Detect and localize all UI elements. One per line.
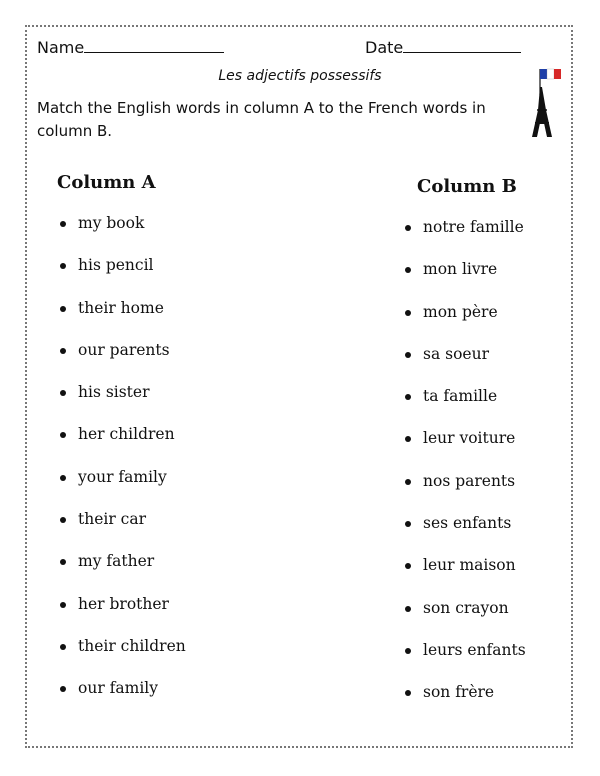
list-item: our family xyxy=(60,678,186,720)
list-item: her brother xyxy=(60,594,186,636)
column-a-list xyxy=(60,213,186,721)
list-item: nos parents xyxy=(405,471,526,513)
bullet-icon xyxy=(405,690,411,696)
list-item: their car xyxy=(60,509,186,551)
list-item: son crayon xyxy=(405,598,526,640)
bullet-icon xyxy=(60,221,66,227)
list-item: her children xyxy=(60,424,186,466)
list-item: ses enfants xyxy=(405,513,526,555)
bullet-icon xyxy=(60,348,66,354)
bullet-icon xyxy=(405,267,411,273)
bullet-icon xyxy=(405,225,411,231)
bullet-icon xyxy=(405,352,411,358)
list-item: our parents xyxy=(60,340,186,382)
list-item: leur maison xyxy=(405,555,526,597)
list-item: my father xyxy=(60,551,186,593)
list-item: his sister xyxy=(60,382,186,424)
list-item: notre famille xyxy=(405,217,526,259)
name-field xyxy=(37,38,224,57)
list-item: mon père xyxy=(405,302,526,344)
list-item: sa soeur xyxy=(405,344,526,386)
bullet-icon xyxy=(405,648,411,654)
bullet-icon xyxy=(60,686,66,692)
list-item: ta famille xyxy=(405,386,526,428)
bullet-icon xyxy=(405,436,411,442)
bullet-icon xyxy=(60,475,66,481)
list-item: my book xyxy=(60,213,186,255)
list-item: son frère xyxy=(405,682,526,724)
eiffel-tower-flag-icon xyxy=(526,65,566,140)
column-b-list xyxy=(405,217,526,725)
column-b-title: Column B xyxy=(417,176,517,197)
bullet-icon xyxy=(60,602,66,608)
bullet-icon xyxy=(405,606,411,612)
column-a-title: Column A xyxy=(57,172,156,193)
list-item: your family xyxy=(60,467,186,509)
date-label: Date xyxy=(365,38,404,57)
name-blank[interactable] xyxy=(84,38,224,53)
bullet-icon xyxy=(60,559,66,565)
bullet-icon xyxy=(60,517,66,523)
list-item: mon livre xyxy=(405,259,526,301)
date-field xyxy=(365,38,521,57)
bullet-icon xyxy=(405,563,411,569)
list-item: his pencil xyxy=(60,255,186,297)
list-item: their children xyxy=(60,636,186,678)
bullet-icon xyxy=(405,310,411,316)
bullet-icon xyxy=(405,521,411,527)
list-item: leur voiture xyxy=(405,428,526,470)
bullet-icon xyxy=(60,432,66,438)
bullet-icon xyxy=(60,390,66,396)
bullet-icon xyxy=(405,479,411,485)
list-item: leurs enfants xyxy=(405,640,526,682)
bullet-icon xyxy=(60,263,66,269)
bullet-icon xyxy=(60,644,66,650)
worksheet-instructions: Match the English words in column A to the French words in column B. xyxy=(37,99,486,140)
bullet-icon xyxy=(60,306,66,312)
date-blank[interactable] xyxy=(403,38,521,53)
name-label: Name xyxy=(37,38,85,57)
list-item: their home xyxy=(60,298,186,340)
bullet-icon xyxy=(405,394,411,400)
worksheet-subtitle: Les adjectifs possessifs xyxy=(218,68,382,84)
